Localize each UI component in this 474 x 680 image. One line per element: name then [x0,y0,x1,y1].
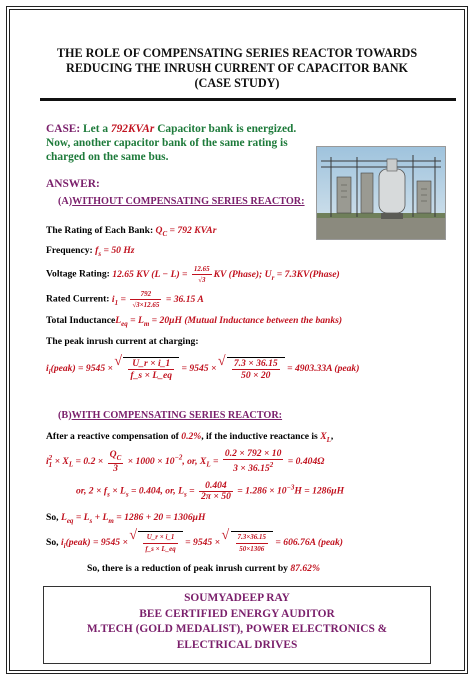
author-signature-box [43,586,431,664]
section-b-prefix: (B) [58,410,72,421]
title-line-3: (CASE STUDY) [194,76,280,90]
inductance-line [46,315,342,328]
reactance-equation: i 2 1 × $X_L = 0.2$ × $\frac{Q_C}{3}$ × $1000 \times 10^{-2}$, or, $X_L$ = $\frac{0.2 \times 792 \times 10}{3 \times 36.15^2}$ = 0.404Ω [46,448,325,475]
title-line-2: REDUCING THE INRUSH CURRENT OF CAPACITOR BANK [66,61,408,75]
inductance-eq: $L_{eq} = L_m = 20\mu H$ (Mutual Inductance between the banks) [115,315,343,328]
voltage-line [46,264,340,285]
rating-label: The Rating of Each Bank: [46,225,156,236]
voltage-eq: 12.65 KV (L − L) = $\frac{12.65}{√3}$ KV (Phase); $U_r$ = 7.3KV(Phase) [112,265,340,284]
author-degree-cont: ELECTRICAL DRIVES [176,638,298,651]
case-value: 792KVAr [110,123,155,135]
rated-current-label: Rated Current: [46,293,112,305]
rated-current-line [46,289,204,310]
author-name: SOUMYADEEP RAY [184,592,290,604]
peak-inrush-equation: $i_i(peak) = 9545$ × √ $\frac{U\_r \times i\_1}{f\_s \times L\_eq}$ = 9545 × √ $\frac{7.3 \times 36.15}{50 \times 20}$ = 4903.33A (peak) [46,357,359,381]
section-b-title: WITH COMPENSATING SERIES REACTOR: [71,410,283,421]
answer-label: ANSWER: [46,178,100,190]
case-statement [46,122,306,164]
compensation-intro: After a reactive compensation of 0.2%, if the inductive reactance is $X_L$, [46,431,334,444]
compensated-peak-equation: So, $i_i(peak) = 9545$ × √ $\frac{U\_r \times i\_1}{f\_s \times L\_eq}$ = 9545 × √ $\frac{7.3\times 36.15}{50\times 1306}$ = 606.76A (peak) [46,531,343,555]
frequency-eq: $f_s = 50$ Hz [95,245,135,258]
page-title [20,46,454,91]
title-divider [40,98,456,101]
peak-inrush-label: The peak inrush current at charging: [46,336,199,347]
author-degree: M.TECH (GOLD MEDALIST), POWER ELECTRONICS & [86,623,388,635]
section-b-heading [58,410,282,421]
rating-eq: $Q_C = 792$ KVAr [155,225,217,238]
section-a-heading [58,196,305,207]
rating-line [46,225,216,238]
voltage-label: Voltage Rating: [46,268,113,280]
title-line-1: THE ROLE OF COMPENSATING SERIES REACTOR TOWARDS [56,46,418,60]
author-certification: BEE CERTIFIED ENERGY AUDITOR [139,607,335,620]
case-text-before: Let a [80,123,111,135]
case-label: CASE: [46,123,81,135]
rated-current-eq: $i_1$ = $\frac{792}{√3\times 12.65}$ = 36.15 A [111,290,204,309]
case-text-after: Capacitor bank is energized. Now, another capacitor bank of the same rating is charged on the same bus. [46,123,297,163]
inductance-label: Total Inductance [46,315,116,326]
substation-image [317,147,445,239]
total-inductance-equation: So, $L_{eq} = L_s + L_m = 1286 + 20 = 1306\mu H$ [46,512,206,525]
section-a-prefix: (A) [58,196,73,207]
frequency-line [46,245,135,258]
section-a-title: WITHOUT COMPENSATING SERIES REACTOR: [72,196,305,207]
series-inductance-equation: or, $2 \times f_s \times L_s = 0.404$, or, $L_s$ = $\frac{0.404}{2\pi \times 50}$ = $1.286 \times 10^{-3}H = 1286\mu H$ [76,480,345,502]
conclusion: So, there is a reduction of peak inrush current by 87.62% [87,563,320,574]
frequency-label: Frequency: [46,245,96,256]
substation-photo [316,146,446,240]
